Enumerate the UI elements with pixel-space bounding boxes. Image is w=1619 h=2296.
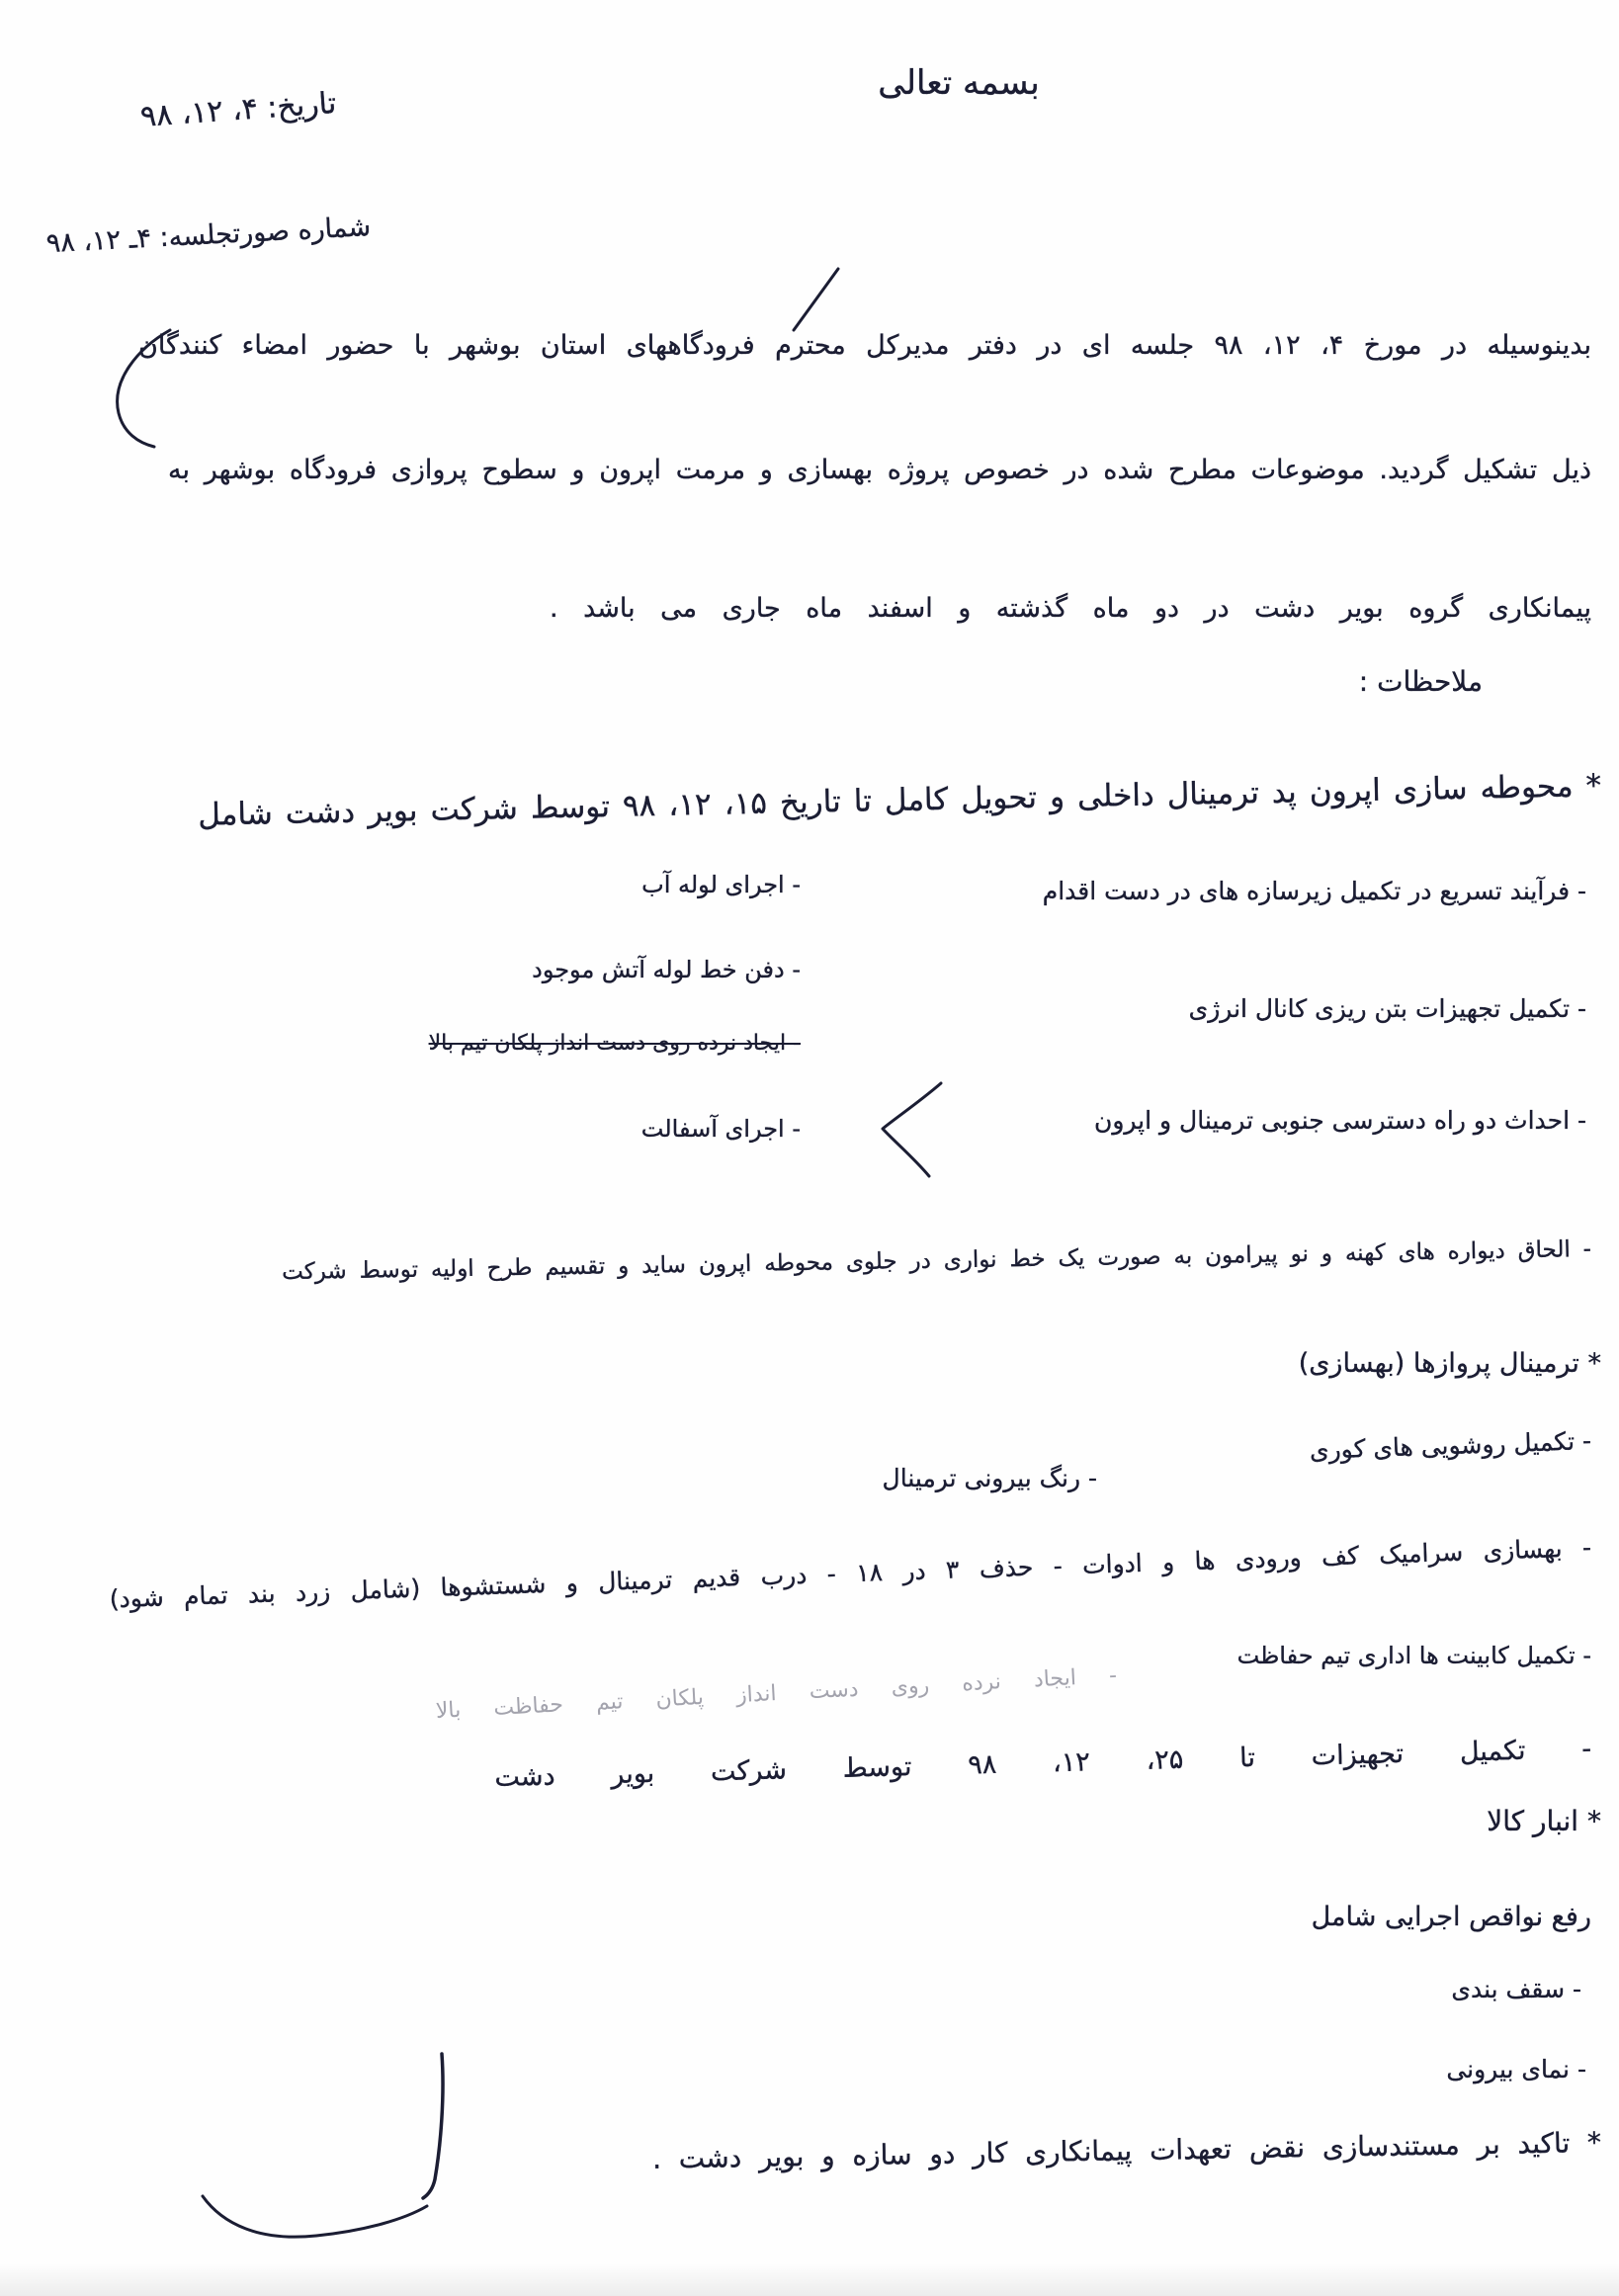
warehouse-section-heading: * انبار کالا <box>1487 1805 1601 1837</box>
intro-line-1: بدینوسیله در مورخ ۴، ۱۲، ۹۸ جلسه ای در دفتر مدیرکل محترم فرودگاههای استان بوشهر با حضور امضاء کنندگان <box>138 330 1592 361</box>
minutes-number: شماره صورتجلسه: ۴ـ ۱۲، ۹۸ <box>45 212 372 260</box>
notes-heading: ملاحظات : <box>1358 665 1483 698</box>
closing-note: * تاکید بر مستندسازی نقض تعهدات پیمانکاری کار دو سازه و بویر دشت . <box>651 2126 1602 2175</box>
terminal-section-heading: * ترمینال پروازها (بهسازی) <box>1298 1348 1601 1379</box>
signature-stroke-curve <box>203 2196 427 2237</box>
list-item: - تکمیل روشویی های کوری <box>1309 1426 1592 1465</box>
pencil-note: - ایجاد نرده روی دست انداز پلکان تیم حفاظت بالا <box>435 1663 1118 1725</box>
pen-stroke <box>794 269 838 330</box>
list-item: - تکمیل تجهیزات بتن ریزی کانال انرژی <box>1188 994 1586 1023</box>
struck-list-item: - ایجاد نرده روی دست انداز پلکان تیم بالا <box>428 1031 801 1056</box>
list-item: - تکمیل کابینت ها اداری تیم حفاظت <box>1236 1642 1591 1669</box>
list-item: - اجرای لوله آب <box>641 871 801 898</box>
intro-line-2: ذیل تشکیل گردید. موضوعات مطرح شده در خصوص پروژه بهسازی و مرمت اپرون و سطوح پروازی فرودگاه بوشهر به <box>168 455 1591 485</box>
list-item: - الحاق دیواره های کهنه و نو پیرامون به صورت یک خط نواری در جلوی محوطه اپرون ساید و تقسیم طرح اولیه توسط شرکت <box>281 1236 1592 1286</box>
list-item: - تکمیل تجهیزات تا ۲۵، ۱۲، ۹۸ توسط شرکت بویر دشت <box>493 1734 1592 1794</box>
apron-section-heading: * محوطه سازی اپرون پد ترمینال داخلی و تحویل کامل تا تاریخ ۱۵، ۱۲، ۹۸ توسط شرکت بویر دشت شامل <box>197 768 1602 833</box>
list-item: - نمای بیرونی <box>1446 2055 1586 2083</box>
list-item: - اجرای آسفالت <box>640 1115 801 1143</box>
scan-edge-shadow <box>0 2263 1619 2296</box>
list-item: - بهسازی سرامیک کف ورودی ها و ادوات - حذف ۳ در ۱۸ - درب قدیم ترمینال و شستشوها (شامل زرد بند تمام شود) <box>109 1533 1592 1614</box>
intro-line-3: پیمانکاری گروه بویر دشت در دو ماه گذشته و اسفند ماه جاری می باشد . <box>550 593 1591 624</box>
list-item: - فرآیند تسریع در تکمیل زیرسازه های در دست اقدام <box>1042 877 1586 905</box>
list-item: - دفن خط لوله آتش موجود <box>532 956 801 983</box>
signature-stroke-vertical <box>423 2054 443 2198</box>
list-item: - رنگ بیرونی ترمینال <box>882 1464 1097 1492</box>
document-heading: بسمه تعالی <box>878 63 1040 103</box>
document-date: تاریخ: ۴، ۱۲، ۹۸ <box>138 86 338 134</box>
list-item: - سقف بندی <box>1451 1975 1581 2003</box>
warehouse-subheading: رفع نواقص اجرایی شامل <box>1311 1902 1591 1932</box>
list-item: - احداث دو راه دسترسی جنوبی ترمینال و اپرون <box>1093 1106 1586 1135</box>
